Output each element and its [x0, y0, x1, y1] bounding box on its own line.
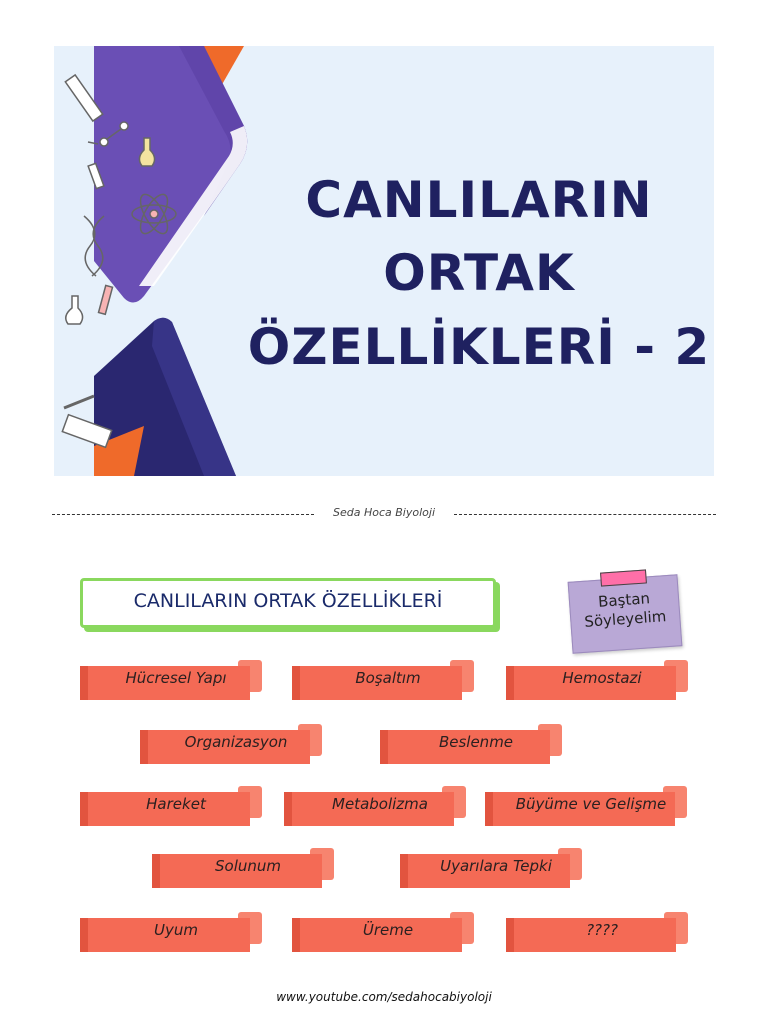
feature-tag	[152, 848, 336, 888]
feature-tag	[292, 912, 476, 952]
test-tube-pink-icon	[99, 285, 113, 314]
sticky-note-text: Baştan Söyleyelim	[583, 589, 667, 631]
feature-tag-label: Solunum	[215, 857, 281, 875]
feature-tag-label: Uyum	[154, 921, 198, 939]
beaker-icon	[66, 296, 83, 324]
feature-tag	[140, 724, 324, 764]
feature-tag-label: Üreme	[362, 921, 414, 939]
section-heading	[80, 578, 496, 628]
cover-title-line-2: ORTAK	[383, 244, 575, 302]
feature-tag-label: Uyarılara Tepki	[440, 857, 552, 875]
feature-tag	[284, 786, 468, 826]
feature-tag	[380, 724, 564, 764]
feature-tag	[400, 848, 584, 888]
feature-tag-label: Boşaltım	[355, 669, 421, 687]
footer-url: www.youtube.com/sedahocabiyoloji	[276, 990, 492, 1004]
sticky-note	[568, 574, 683, 653]
feature-tag	[80, 660, 264, 700]
divider	[52, 506, 716, 522]
tape-icon	[600, 569, 647, 586]
feature-tag	[292, 660, 476, 700]
feature-tag-label: Hemostazi	[562, 669, 642, 687]
pencil-icon	[64, 396, 94, 408]
feature-tag-label: Hareket	[146, 795, 206, 813]
cover-title-line-1: CANLILARIN	[305, 171, 653, 229]
credit-text: Seda Hoca Biyoloji	[52, 506, 716, 519]
feature-tag-label: Organizasyon	[184, 733, 288, 751]
feature-tag	[80, 912, 264, 952]
feature-tag-label: Büyüme ve Gelişme	[515, 795, 667, 813]
feature-tag	[485, 786, 689, 826]
cover-banner	[54, 46, 714, 476]
cover-title-line-3: ÖZELLİKLERİ - 2	[247, 318, 711, 376]
feature-tag-label: Beslenme	[438, 733, 514, 751]
feature-tag	[506, 660, 690, 700]
feature-tag-label: ????	[586, 921, 618, 939]
feature-tag	[80, 786, 264, 826]
feature-tag	[506, 912, 690, 952]
feature-tag-label: Hücresel Yapı	[125, 669, 227, 687]
feature-tag-label: Metabolizma	[332, 795, 428, 813]
section-heading-text: CANLILARIN ORTAK ÖZELLİKLERİ	[133, 590, 443, 612]
